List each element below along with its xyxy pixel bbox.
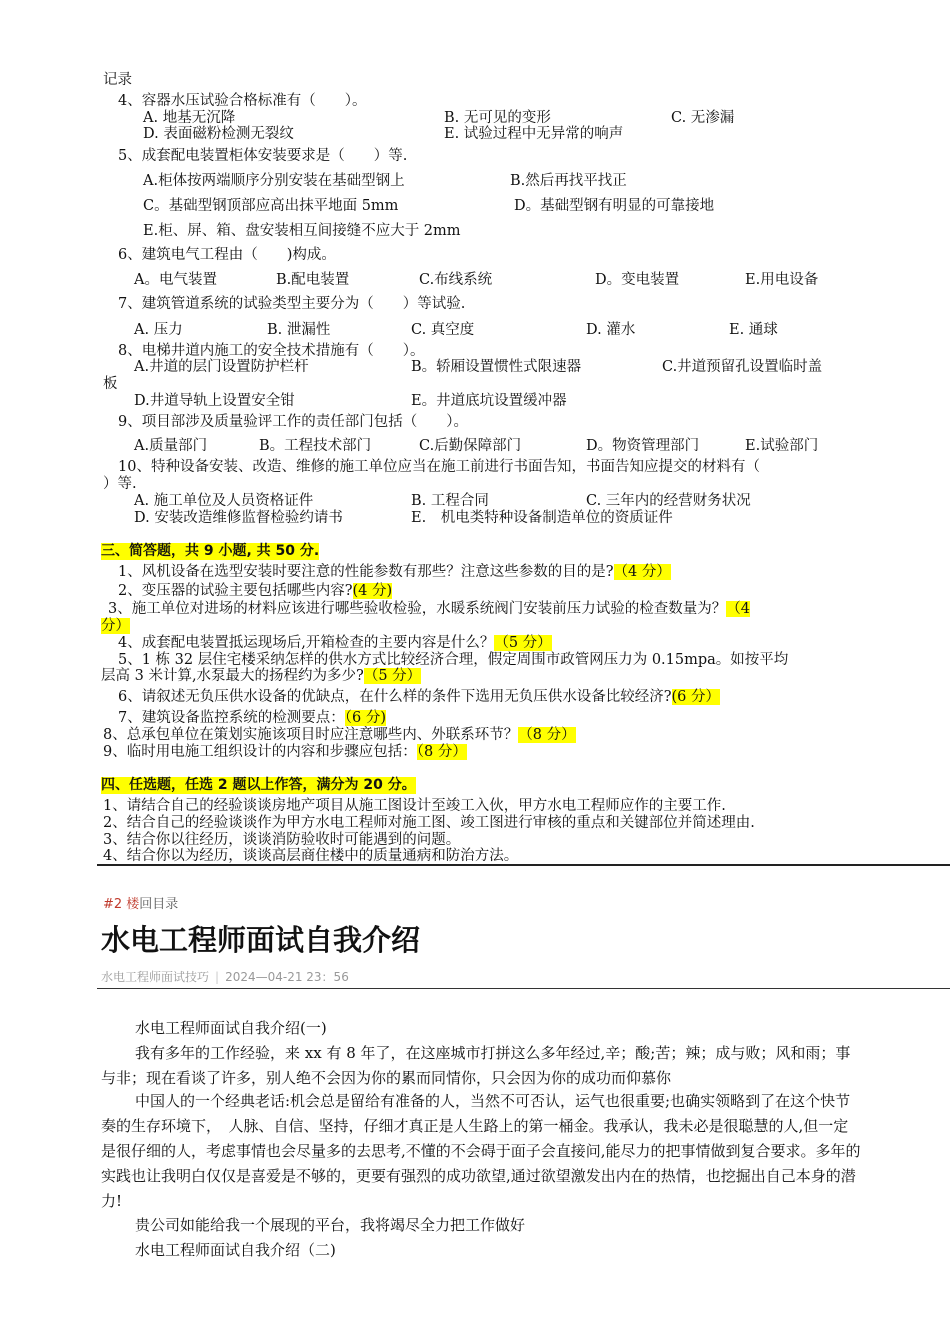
question-line: B. 泄漏性 (267, 322, 331, 338)
question-line: E。井道底坑设置缓冲器 (411, 393, 567, 409)
score-label: (6 分） (671, 689, 720, 705)
question-text: 3、施工单位对进场的材料应该进行哪些验收检验，水暖系统阀门安装前压力试验的检查数量为？ (108, 601, 727, 617)
section-heading-elective: 四、任选题，任选 2 题以上作答，满分为 20 分。 (101, 777, 416, 793)
score-label: （5 分） (363, 668, 422, 684)
question-line: D. 表面磁粉检测无裂纹 (143, 126, 294, 142)
score-label: （5 分） (494, 635, 552, 651)
question-line: D。基础型钢有明显的可靠接地 (514, 198, 715, 214)
question-line: A.质量部门 (134, 438, 208, 454)
score-label: （4 分） (613, 564, 671, 580)
score-label: （6 分) (344, 710, 386, 726)
question-line: B. 无可见的变形 (444, 110, 551, 126)
question-text: 4、成套配电装置抵运现场后,开箱检查的主要内容是什么？ (118, 635, 495, 651)
article-paragraph: 我有多年的工作经验，来 xx 有 8 年了，在这座城市打拼这么多年经过,辛；酸;苦；辣；成与败；风和雨；事与非；现在看谈了许多，别人绝不会因为你的累而同情你，只会因为你的成功而仰慕你 (101, 1044, 851, 1087)
elective-question: 4、结合你以为经历，谈谈高层商住楼中的质量通病和防治方法。 (103, 848, 519, 864)
question-line: D. 安装改造维修监督检验约请书 (134, 510, 343, 526)
question-line: ）等. (103, 476, 137, 492)
question-line: C.布线系统 (419, 272, 493, 288)
meta-separator: | (215, 970, 220, 984)
question-line: B.然后再找平找正 (510, 173, 627, 189)
question-line: 6、建筑电气工程由（ )构成。 (118, 247, 336, 263)
question-line: D。物资管理部门 (586, 438, 700, 454)
article-paragraph: 水电工程师面试自我介绍（二) (135, 1241, 336, 1259)
question-line: A. 施工单位及人员资格证件 (134, 493, 314, 509)
article-date: 2024—04-21 23：56 (225, 970, 349, 984)
short-answer-question (118, 652, 788, 669)
question-line: 8、电梯井道内施工的安全技术措施有（ ）。 (118, 343, 425, 359)
article-source[interactable]: 水电工程师面试技巧 (101, 970, 210, 984)
question-line: A.井道的层门设置防护栏杆 (134, 359, 309, 375)
question-text: 7、建筑设备监控系统的检测要点： (118, 710, 345, 726)
article-paragraph: 中国人的一个经典老话:机会总是留给有准备的人，当然不可否认，运气也很重要;也确实领略到了在这个快节奏的生存环境下， 人脉、自信、坚持，仔细才真正是人生路上的第一桶金。我承认，我未必是很聪慧的人,但一定是很仔细的人，考虑事情也会尽量多的去思考,不懂的不会碍于面子会直接问,能尽力的把事情做到复合要求。多年的实践也让我明白仅仅是喜爱是不够的，更要有强烈的成功欲望,通过欲望激发出内在的热情，也挖掘出自己本身的潜力! (101, 1092, 861, 1210)
question-line: A。电气装置 (134, 272, 217, 288)
score-label: 分） (101, 618, 130, 634)
score-label: （4 (726, 601, 750, 617)
section-heading-short-answer: 三、简答题，共 9 小题, 共 50 分. (101, 543, 320, 559)
question-line: B. 工程合同 (411, 493, 489, 509)
question-text: 层高 3 米计算,水泵最大的扬程约为多少? (101, 668, 364, 684)
score-label: （8 分） (518, 727, 576, 743)
question-line: B.配电装置 (276, 272, 350, 288)
question-line: 9、项目部涉及质量验评工作的责任部门包括（ ）。 (118, 414, 468, 430)
article-title: 水电工程师面试自我介绍 (101, 923, 421, 957)
short-answer-question (103, 744, 467, 761)
score-label: (4 分) (352, 583, 393, 599)
short-answer-question (103, 727, 576, 744)
short-answer-question (101, 668, 421, 685)
short-answer-question (101, 618, 130, 635)
back-to-toc-link[interactable]: 回目录 (139, 897, 179, 912)
question-line: E. 试验过程中无异常的响声 (444, 126, 624, 142)
question-line: C。基础型钢顶部应高出抹平地面 5mm (143, 198, 399, 214)
question-text: 6、请叙述无负压供水设备的优缺点，在什么样的条件下选用无负压供水设备比较经济? (118, 689, 672, 705)
question-line: D.井道导轨上设置安全钳 (134, 393, 295, 409)
question-line: E.用电设备 (745, 272, 819, 288)
question-line: 10、特种设备安装、改造、维修的施工单位应当在施工前进行书面告知，书面告知应提交的材料有（ (118, 459, 760, 475)
article-paragraph: 水电工程师面试自我介绍(一) (135, 1019, 327, 1037)
question-line: B。工程技术部门 (259, 438, 372, 454)
question-line: C. 三年内的经营财务状况 (586, 493, 751, 509)
question-line: A. 地基无沉降 (143, 110, 236, 126)
question-line: 记录 (103, 72, 132, 88)
title-divider (97, 988, 950, 989)
question-line: C.井道预留孔设置临时盖 (662, 359, 823, 375)
question-line: 板 (103, 376, 118, 392)
question-text: 8、总承包单位在策划实施该项目时应注意哪些内、外联系环节？ (103, 727, 519, 743)
question-line: A. 压力 (134, 322, 183, 338)
question-text: 2、变压器的试验主要包括哪些内容? (118, 583, 353, 599)
short-answer-question (118, 689, 720, 706)
short-answer-question (118, 564, 671, 581)
score-label: （8 分） (416, 744, 467, 760)
question-line: C.后勤保障部门 (419, 438, 522, 454)
question-line: C. 无渗漏 (671, 110, 735, 126)
question-text: 9、临时用电施工组织设计的内容和步骤应包括： (103, 744, 417, 760)
article-paragraph: 贵公司如能给我一个展现的平台，我将竭尽全力把工作做好 (135, 1216, 526, 1234)
question-line: 4、容器水压试验合格标准有（ ）。 (118, 93, 367, 109)
short-answer-question (118, 635, 552, 652)
question-line: D. 灌水 (586, 322, 636, 338)
floor-nav (103, 893, 178, 912)
elective-question: 1、请结合自己的经验谈谈房地产项目从施工图设计至竣工入伙，甲方水电工程师应作的主要工作. (103, 798, 726, 814)
question-line: C. 真空度 (411, 322, 475, 338)
question-line: D。变电装置 (595, 272, 680, 288)
short-answer-question (118, 710, 386, 727)
question-line: B。轿厢设置惯性式限速器 (411, 359, 582, 375)
question-line: E.柜、屏、箱、盘安装相互间接缝不应大于 2mm (143, 223, 461, 239)
question-line: E. 机电类特种设备制造单位的资质证件 (411, 510, 673, 526)
section-divider (97, 864, 950, 866)
short-answer-question (118, 583, 392, 600)
floor-number: #2 楼 (103, 897, 140, 912)
question-text: 5、1 栋 32 层住宅楼采纳怎样的供水方式比较经济合理，假定周围市政管网压力为 0.15mpa。如按平均 (118, 652, 789, 668)
elective-question: 3、结合你以往经历，谈谈消防验收时可能遇到的问题。 (103, 832, 461, 848)
question-line: E.试验部门 (745, 438, 819, 454)
question-text: 1、风机设备在选型安装时要注意的性能参数有那些？注意这些参数的目的是? (118, 564, 614, 580)
question-line: 7、建筑管道系统的试验类型主要分为（ ）等试验. (118, 296, 466, 312)
question-line: E. 通球 (729, 322, 778, 338)
elective-question: 2、结合自己的经验谈谈作为甲方水电工程师对施工图、竣工图进行审核的重点和关键部位并简述理由. (103, 815, 755, 831)
short-answer-question (108, 601, 750, 618)
article-meta (101, 968, 349, 985)
question-line: A.柜体按两端顺序分别安装在基础型钢上 (143, 173, 405, 189)
question-line: 5、成套配电装置柜体安装要求是（ ）等. (118, 148, 408, 164)
